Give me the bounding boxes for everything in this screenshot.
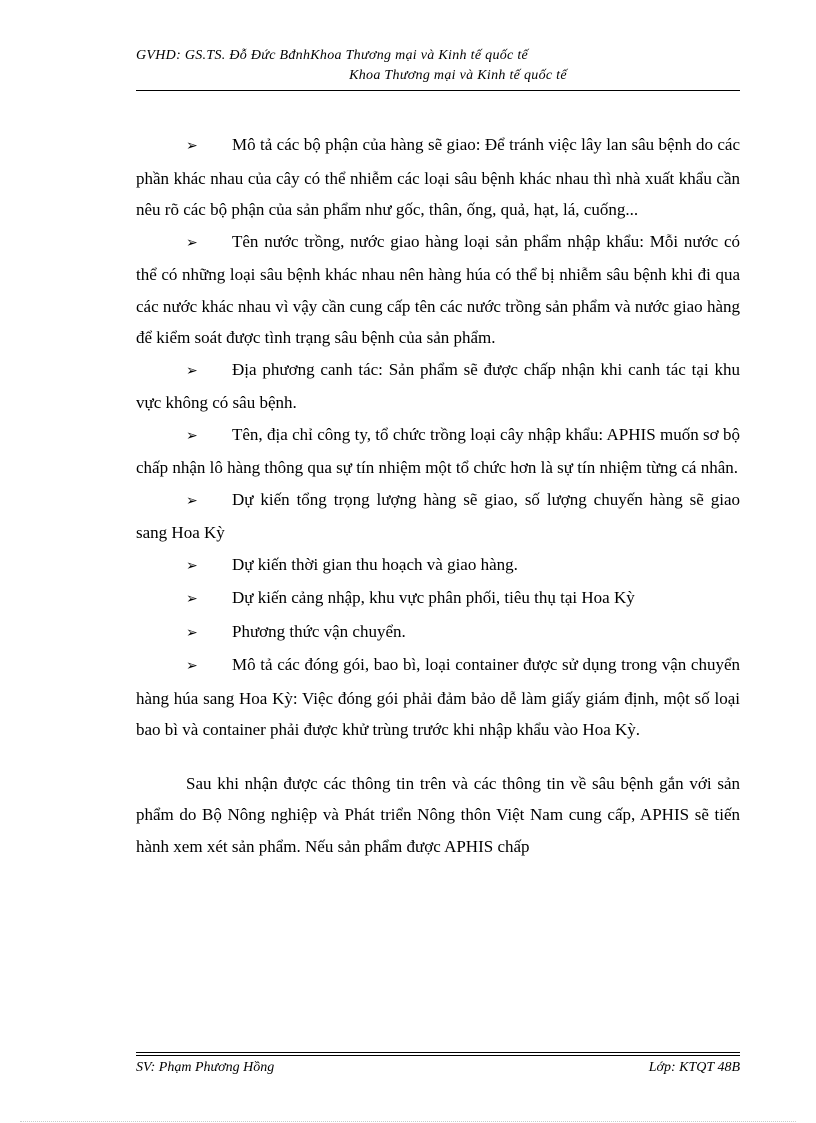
header-line-1: GVHD: GS.TS. Đỗ Đức BđnhKhoa Thương mại và Kinh tế quốc tế (136, 48, 529, 63)
paragraph-text: Dự kiến tổng trọng lượng hàng sẽ giao, số lượng chuyến hàng sẽ giao sang Hoa Kỳ (136, 489, 740, 542)
arrow-bullet-icon: ➢ (186, 557, 198, 574)
paragraph-text: Tên, địa chỉ công ty, tổ chức trồng loại cây nhập khẩu: APHIS muốn sơ bộ chấp nhận lô hàng thông qua sự tín nhiệm một tổ chức hơn là sự tín nhiệm từng cá nhân. (136, 424, 740, 477)
footer-divider-thin (136, 1055, 740, 1056)
page-footer (136, 1058, 740, 1078)
header-line-2: Khoa Thương mại và Kinh tế quốc tế (349, 68, 567, 83)
paragraph-text: Mô tả các đóng gói, bao bì, loại container được sử dụng trong vận chuyển hàng húa sang Hoa Kỳ: Việc đóng gói phải đảm bảo dễ làm giấy giám định, một số loại bao bì và container phải được khử trùng trước khi nhập khẩu vào Hoa Kỳ. (136, 655, 740, 739)
footer-class: Lớp: KTQT 48B (648, 1060, 740, 1075)
paragraph (136, 419, 740, 484)
body-content (136, 129, 740, 862)
arrow-bullet-icon: ➢ (186, 591, 198, 607)
arrow-bullet-icon: ➢ (186, 427, 198, 444)
arrow-bullet-icon: ➢ (186, 492, 198, 509)
paragraph (136, 129, 740, 226)
paragraph (136, 354, 740, 419)
paragraph-text: Phương thức vận chuyển. (232, 621, 406, 641)
page-edge-divider (20, 1121, 796, 1122)
paragraph (136, 582, 740, 616)
paragraph (136, 484, 740, 549)
paragraph-text: Sau khi nhận được các thông tin trên và các thông tin về sâu bệnh gắn với sản phẩm do Bộ Nông nghiệp và Phát triển Nông thôn Việt Nam cung cấp, APHIS sẽ tiến hành xem xét sản phẩm. Nếu sản phẩm được APHIS chấp (136, 773, 740, 856)
arrow-bullet-icon: ➢ (186, 234, 198, 251)
paragraph (136, 616, 740, 650)
paragraph (136, 549, 740, 583)
paragraph-text: Dự kiến thời gian thu hoạch và giao hàng. (232, 554, 518, 574)
arrow-bullet-icon: ➢ (186, 362, 198, 379)
header-divider (136, 90, 740, 91)
paragraph (136, 226, 740, 354)
page-header (136, 46, 740, 86)
paragraph (136, 768, 740, 863)
paragraph-text: Dự kiến cảng nhập, khu vực phân phối, tiêu thụ tại Hoa Kỳ (232, 588, 635, 607)
paragraph-text: Tên nước trồng, nước giao hàng loại sản phẩm nhập khẩu: Mỗi nước có thể có những loại sâu bệnh khác nhau nên hàng húa có thể bị nhiễm sâu bệnh khi đi qua các nước khác nhau vì vậy cần cung cấp tên các nước trồng sản phẩm và nước giao hàng để kiểm soát được tình trạng sâu bệnh của sản phẩm. (136, 231, 740, 347)
arrow-bullet-icon: ➢ (186, 624, 198, 641)
arrow-bullet-icon: ➢ (186, 138, 198, 154)
paragraph-text: Địa phương canh tác: Sản phẩm sẽ được chấp nhận khi canh tác tại khu vực không có sâu bệnh. (136, 359, 740, 412)
arrow-bullet-icon: ➢ (186, 658, 198, 674)
footer-divider (136, 1052, 740, 1053)
paragraph-text: Mô tả các bộ phận của hàng sẽ giao: Để tránh việc lây lan sâu bệnh do các phần khác nhau của cây có thể nhiễm các loại sâu bệnh khác nhau thì nhà xuất khẩu cần nêu rõ các bộ phận của sản phẩm như gốc, thân, ống, quả, hạt, lá, cuống... (136, 135, 740, 219)
paragraph (136, 649, 740, 746)
footer-student: SV: Phạm Phương Hồng (136, 1060, 275, 1075)
